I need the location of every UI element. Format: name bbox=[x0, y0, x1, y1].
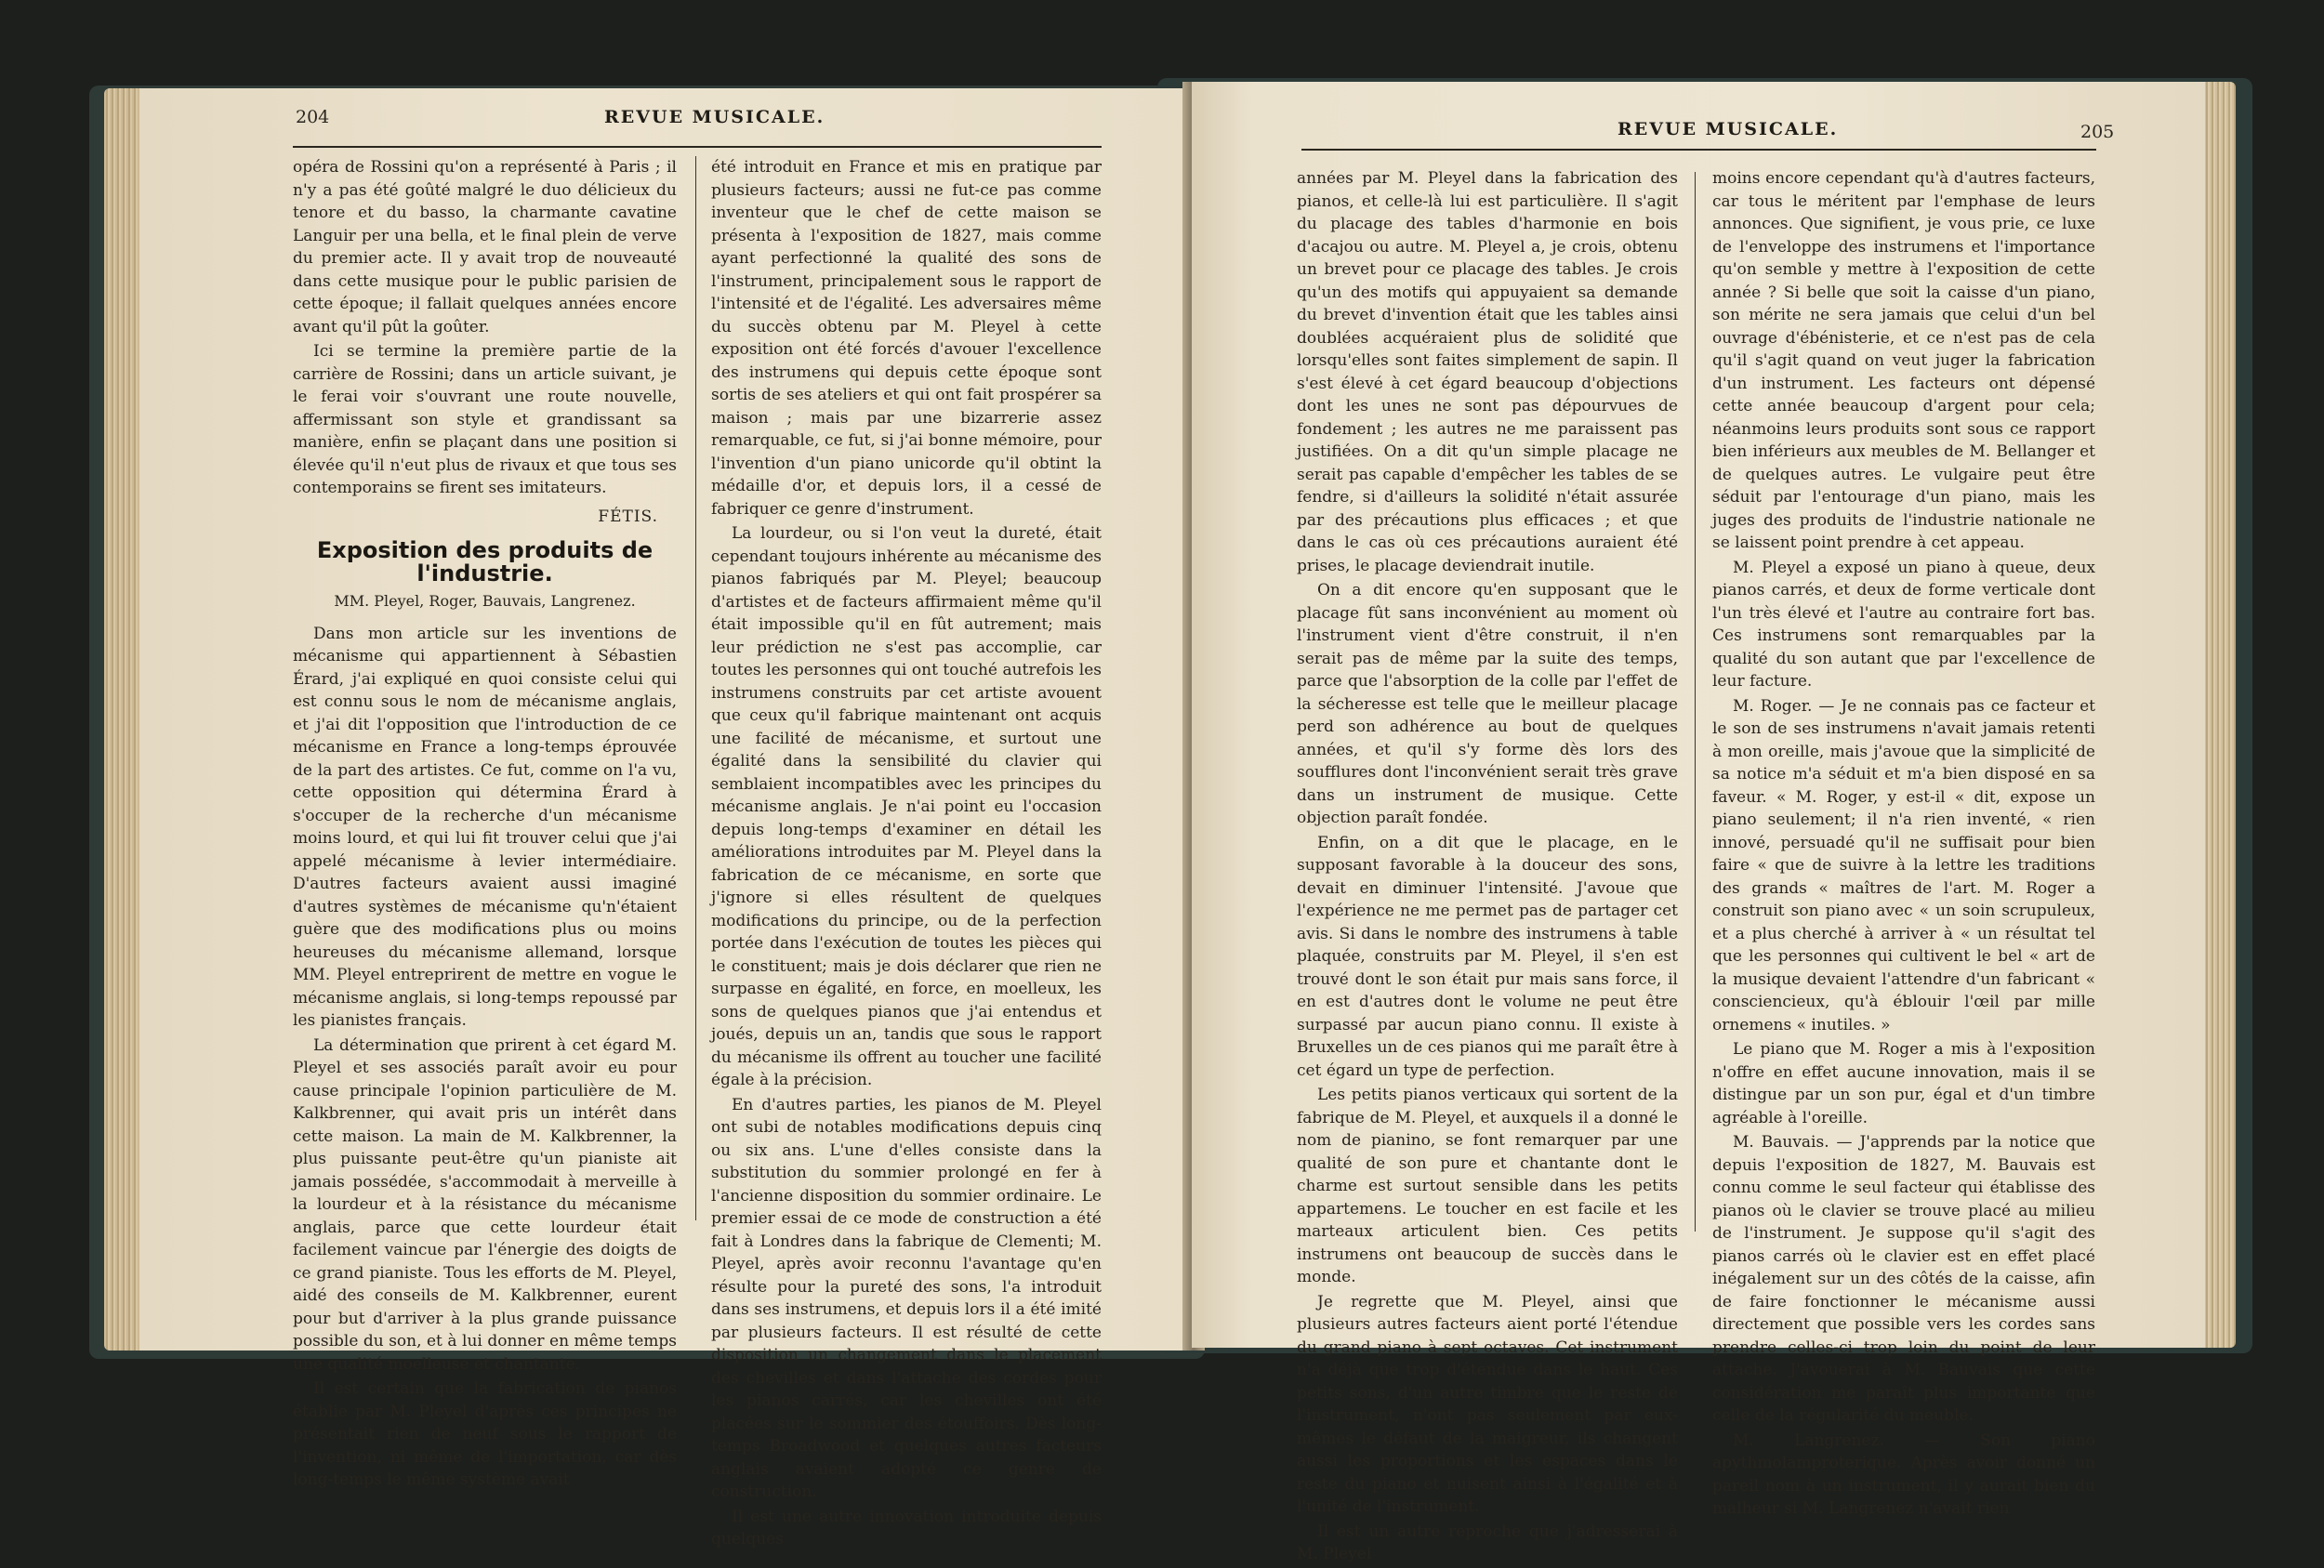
running-head-left: REVUE MUSICALE. bbox=[604, 107, 825, 127]
paragraph: Il est un autre reproche que j'adresserai à M. Pleyel bbox=[1297, 1522, 1678, 1563]
paragraph: années par M. Pleyel dans la fabrication des pianos, et celle-là lui est particulière. Il s'agit du placage des tables d'harmonie en bois d'acajou ou autre. M. Pleyel a, je crois, obtenu un brevet pour ce placage des tables. Je crois qu'un des motifs qui appuyaient sa demande du brevet d'invention était que les tables ainsi doublées acquéraient plus de solidité que lorsqu'elles sont faites simplement de sapin. Il s'est élevé à cet égard beaucoup d'objections dont les unes ne sont pas dépourvues de fondement ; les autres ne me paraissent pas justifiées. On a dit qu'un simple placage ne serait pas capable d'empêcher les tables de se fendre, si d'ailleurs la solidité n'était assurée par des précautions plus efficaces ; et que dans le cas où ces précautions auraient été prises, le placage deviendrait inutile. bbox=[1297, 169, 1678, 575]
paragraph: La lourdeur, ou si l'on veut la dureté, était cependant toujours inhérente au mécanisme des pianos fabriqués par M. Pleyel; beaucoup d'artistes et de facteurs affirmaient même qu'il était impossible qu'il en fût autrement; mais leur prédiction ne s'est pas accomplie, car toutes les personnes qui ont touché autrefois les instrumens construits par cet artiste avouent que ceux qu'il fabrique maintenant ont acquis une facilité de mécanisme, et surtout une égalité dans la sensibilité du clavier qui semblaient incompatibles avec les principes du mécanisme anglais. Je n'ai point eu l'occasion depuis long-temps d'examiner en détail les améliorations introduites par M. Pleyel dans la fabrication de ce mécanisme, en sorte que j'ignore si elles résultent de quelques modifications du principe, ou de la perfection portée dans l'exécution de toutes les pièces qui le constituent; mais je dois déclarer que rien ne surpasse en égalité, en force, en moelleux, les sons de quelques pianos que j'ai entendus et joués, depuis un an, tandis que sous le rapport du mécanisme ils offrent au toucher une facilité égale à la précision. bbox=[711, 524, 1102, 1089]
right-page-column-1 bbox=[1297, 167, 1678, 1568]
page-number-right: 205 bbox=[2080, 122, 2115, 142]
paragraph: Dans mon article sur les inventions de mécanisme qui appartiennent à Sébastien Érard, j'ai expliqué en quoi consiste celui qui est connu sous le nom de mécanisme anglais, et j'ai dit l'opposition que l'introduction de ce mécanisme en France a long-temps éprouvée de la part des artistes. Ce fut, comme on l'a vu, cette opposition qui détermina Érard à s'occuper de la recherche d'un mécanisme moins lourd, et qui lui fit trouver celui que j'ai appelé mécanisme à levier intermédiaire. D'autres facteurs avaient aussi imaginé d'autres systèmes de mécanisme qu'n'étaient guère que des modifications plus ou moins heureuses du mécanisme allemand, lorsque MM. Pleyel entreprirent de mettre en vogue le mécanisme anglais, si long-temps repoussé par les pianistes français. bbox=[293, 624, 677, 1030]
paragraph: On a dit encore qu'en supposant que le placage fût sans inconvénient au moment où l'instrument vient d'être construit, il n'en serait pas de même par la suite des temps, parce que l'absorption de la colle par l'effet de la sécheresse est telle que le meilleur placage perd son adhérence au bout de quelques années, et qu'il s'y forme dès lors des soufflures dont l'inconvénient serait très grave dans un instrument de musique. Cette objection paraît fondée. bbox=[1297, 581, 1678, 827]
article-heading: Exposition des produits de l'industrie. bbox=[316, 537, 654, 586]
page-number-left: 204 bbox=[296, 107, 330, 127]
left-page-column-2 bbox=[711, 156, 1102, 1553]
paragraph: Je regrette que M. Pleyel, ainsi que plusieurs autres facteurs aient porté l'étendue du grand piano à sept octaves. Cet instrument n'a déjà que trop d'étendue dans le haut. Ces petits sons, d'un autre timbre que le reste de l'instrument, n'ont pas seulement par eux-mêmes le défaut de la maigreur, ils changent aussi les proportions et les espaces dans le reste du piano et nuisent ainsi à l'égalité et à l'unité de l'instrument. bbox=[1297, 1292, 1678, 1516]
running-head-right: REVUE MUSICALE. bbox=[1618, 119, 1839, 139]
paragraph: M. Roger. — Je ne connais pas ce facteur et le son de ses instrumens n'avait jamais retenti à mon oreille, mais j'avoue que la simplicité de sa notice m'a séduit et m'a bien disposé en sa faveur. « M. Roger, y est-il « dit, expose un piano seulement; il n'a rien inventé, « rien innové, persuadé qu'il ne suffisait pour bien faire « que de suivre à la lettre les traditions des grands « maîtres de l'art. M. Roger a construit son piano avec « un soin scrupuleux, et a plus cherché à arriver à « un résultat tel que les personnes qui cultivent le bel « art de la musique devaient l'attendre d'un fabricant « consciencieux, qu'à éblouir l'œil par mille ornemens « inutiles. » bbox=[1712, 696, 2095, 1034]
article-subheading: MM. Pleyel, Roger, Bauvais, Langrenez. bbox=[334, 592, 636, 610]
column-divider-left bbox=[695, 156, 696, 1220]
paragraph: Enfin, on a dit que le placage, en le supposant favorable à la douceur des sons, devait en diminuer l'intensité. J'avoue que l'expérience ne me permet pas de partager cet avis. Si dans le nombre des instrumens à table plaquée, construits par M. Pleyel, il s'en est trouvé dont le son était pur mais sans force, il en est d'autres dont le volume ne peut être surpassé par aucun piano connu. Il existe à Bruxelles un de ces pianos qui me paraît être à cet égard un type de perfection. bbox=[1297, 833, 1678, 1080]
paragraph: M. Pleyel a exposé un piano à queue, deux pianos carrés, et deux de forme verticale dont l'un très élevé et l'autre au contraire fort bas. Ces instrumens sont remarquables par la qualité du son autant que par l'excellence de leur facture. bbox=[1712, 558, 2095, 691]
left-page-column-1 bbox=[293, 156, 677, 1494]
head-rule-left bbox=[293, 146, 1102, 148]
paragraph: Il est certain que la fabrication de pianos établie par M. Pleyel d'après ces principes ne présentait rien de neuf sous le rapport de l'invention, ni même de l'importation, car dès long-temps le même système avait bbox=[293, 1379, 677, 1489]
author-signature: FÉTIS. bbox=[598, 507, 658, 526]
paragraph: moins encore cependant qu'à d'autres facteurs, car tous le méritent par l'emphase de leurs annonces. Que signifient, je vous prie, ce luxe de l'enveloppe des instrumens et l'importance qu'on semble y mettre à l'exposition de cette année ? Si belle que soit la caisse d'un piano, son mérite ne sera jamais que celui d'un bel ouvrage d'ébénisterie, et ce n'est pas de cela qu'il s'agit quand on veut juger la fabrication d'un instrument. Les facteurs ont dépensé cette année beaucoup d'argent pour cela; néanmoins leurs produits sont sous ce rapport bien inférieurs aux meubles de M. Bellanger et de quelques autres. Le vulgaire peut être séduit par l'entourage d'un piano, mais les juges des produits de l'industrie nationale ne se laissent point prendre à cet appeau. bbox=[1712, 169, 2095, 552]
paragraph: En d'autres parties, les pianos de M. Pleyel ont subi de notables modifications depuis cinq ou six ans. L'une d'elles consiste dans la substitution du sommier prolongé en fer à l'ancienne disposition du sommier ordinaire. Le premier essai de ce mode de construction a été fait à Londres dans la fabrique de Clementi; M. Pleyel, après avoir reconnu l'avantage qu'en résulte pour la pureté des sons, l'a introduit dans ses instrumens, et depuis lors il a été imité par plusieurs facteurs. Il est résulté de cette disposition un changement dans le placement des chevilles et dans l'attache des cordes pour les pianos carrés, car les chevilles ont été placées sur le sommier des étouffoirs. Dès long-temps Broadwood et quelques autres facteurs anglais avaient adopté ce genre de construction. bbox=[711, 1095, 1102, 1501]
column-divider-right bbox=[1695, 172, 1696, 1232]
paragraph: Il est une autre innovation introduite depuis quelques bbox=[711, 1507, 1102, 1548]
paragraph: Les petits pianos verticaux qui sortent de la fabrique de M. Pleyel, et auxquels il a donné le nom de pianino, se font remarquer par une qualité de son pure et chantante dont le charme est surtout sensible dans les petits appartemens. Le toucher en est facile et les marteaux articulent bien. Ces petits instrumens ont beaucoup de succès dans le monde. bbox=[1297, 1086, 1678, 1286]
paragraph: opéra de Rossini qu'on a représenté à Paris ; il n'y a pas été goûté malgré le duo délicieux du tenore et du basso, la charmante cavatine Languir per una bella, et le final plein de verve du premier acte. Il y avait trop de nouveauté dans cette musique pour le public parisien de cette époque; il fallait quelques années encore avant qu'il pût la goûter. bbox=[293, 158, 677, 336]
paragraph: M. Langrenez. — Son piano apythmolamproterique. Après avoir donné un pareil nom à un instrument, il y aurait bien du malheur si M. Langrenez n'avait rien bbox=[1712, 1430, 2095, 1518]
right-page-column-2 bbox=[1712, 167, 2095, 1522]
paragraph: M. Bauvais. — J'apprends par la notice que depuis l'exposition de 1827, M. Bauvais est connu comme le seul facteur qui établisse des pianos où le clavier se trouve placé au milieu de l'instrument. Je suppose qu'il s'agit des pianos carrés où le clavier est en effet placé inégalement sur un des côtés de la caisse, afin de faire fonctionner le mécanisme aussi directement que possible vers les cordes sans prendre celles-ci trop loin du point de leur attache. J'avouerai à M. Bauvais que cette considération me paraît plus importante que celle de la régularité du meuble. bbox=[1712, 1133, 2095, 1425]
paragraph: été introduit en France et mis en pratique par plusieurs facteurs; aussi ne fut-ce pas comme inventeur que le chef de cette maison se présenta à l'exposition de 1827, mais comme ayant perfectionné la qualité des sons de l'instrument, principalement sous le rapport de l'intensité et de l'égalité. Les adversaires même du succès obtenu par M. Pleyel à cette exposition ont été forcés d'avouer l'excellence des instrumens qui depuis cette époque sont sortis de ses ateliers et qui ont fait prospérer sa maison ; mais par une bizarrerie assez remarquable, ce fut, si j'ai bonne mémoire, pour l'invention d'un piano unicorde qu'il obtint la médaille d'or, et depuis lors, il a cessé de fabriquer ce genre d'instrument. bbox=[711, 158, 1102, 519]
paragraph: Le piano que M. Roger a mis à l'exposition n'offre en effet aucune innovation, mais il se distingue par un son pur, égal et d'un timbre agréable à l'oreille. bbox=[1712, 1040, 2095, 1127]
paragraph: Ici se termine la première partie de la carrière de Rossini; dans un article suivant, je le ferai voir s'ouvrant une route nouvelle, affermissant son style et grandissant sa manière, enfin se plaçant dans une position si élevée qu'il n'eut plus de rivaux et que tous ses contemporains se firent ses imitateurs. bbox=[293, 342, 677, 497]
paragraph: La détermination que prirent à cet égard M. Pleyel et ses associés paraît avoir eu pour cause principale l'opinion particulière de M. Kalkbrenner, qui avait pris un intérêt dans cette maison. La main de M. Kalkbrenner, la plus puissante peut-être qu'un pianiste ait jamais possédée, s'accommodait à merveille à la lourdeur et à la résistance du mécanisme anglais, parce que cette lourdeur était facilement vaincue par l'énergie des doigts de ce grand pianiste. Tous les efforts de M. Pleyel, aidé des conseils de M. Kalkbrenner, eurent pour but d'arriver à la plus grande puissance possible du son, et à lui donner en même temps une qualité moelleuse et chantante. bbox=[293, 1035, 677, 1374]
head-rule-right bbox=[1301, 149, 2096, 151]
